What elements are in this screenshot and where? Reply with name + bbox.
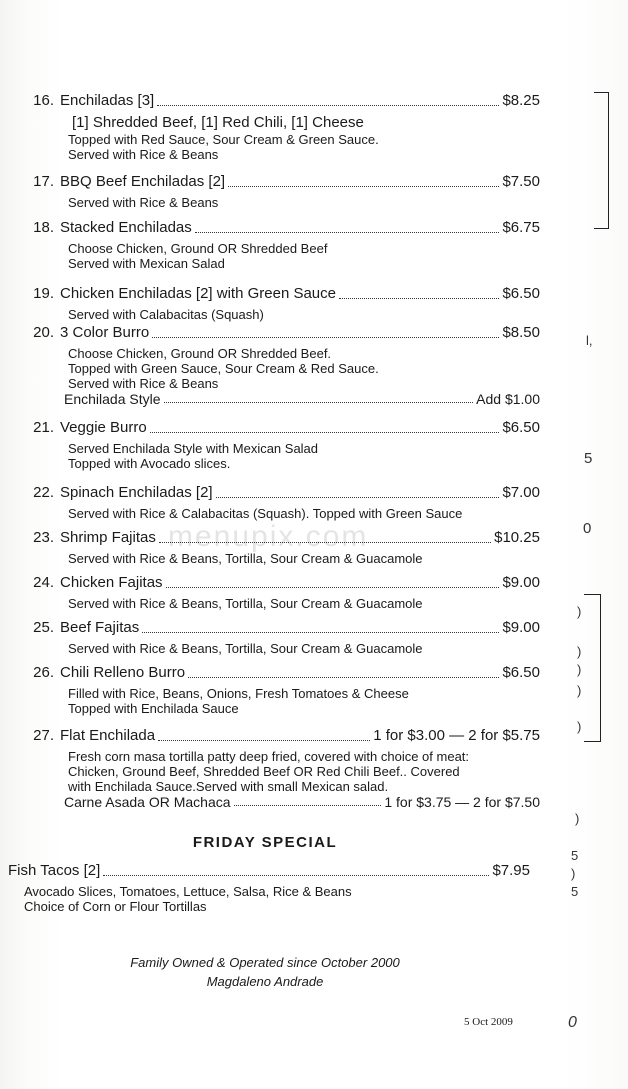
item-description: Served with Rice & Beans [68, 147, 219, 162]
menu-item [20, 484, 540, 521]
menu-item [20, 574, 540, 611]
item-description: Choose Chicken, Ground OR Shredded Beef [68, 241, 328, 256]
menu-item-title-line [20, 324, 540, 346]
menu-item [20, 419, 540, 471]
edge-mark: ) [577, 719, 582, 734]
item-number: 23. [33, 529, 54, 546]
item-description: Topped with Enchilada Sauce [68, 701, 239, 716]
menu-item-title-line [20, 173, 540, 195]
edge-mark: ) [571, 866, 576, 881]
item-price: $10.25 [494, 529, 540, 546]
edge-mark: ) [575, 811, 580, 826]
menu-item [20, 529, 540, 566]
menu-item [20, 727, 540, 814]
option-price: Add $1.00 [476, 391, 540, 407]
item-number: 26. [33, 664, 54, 681]
edge-mark: ) [577, 683, 582, 698]
footer-owned: Family Owned & Operated since October 2000 [130, 955, 400, 970]
item-description: Topped with Green Sauce, Sour Cream & Red Sauce. [68, 361, 379, 376]
leader-dots [152, 336, 499, 338]
option-price: 1 for $3.75 — 2 for $7.50 [384, 794, 540, 810]
item-description: Served with Rice & Beans, Tortilla, Sour Cream & Guacamole [68, 551, 423, 566]
edge-mark: 5 [584, 450, 593, 467]
leader-dots [150, 431, 500, 433]
item-description: Served with Rice & Beans, Tortilla, Sour Cream & Guacamole [68, 596, 423, 611]
item-option-line [20, 391, 540, 411]
leader-dots [157, 104, 499, 106]
item-number: 19. [33, 285, 54, 302]
item-name: 3 Color Burro [60, 324, 150, 341]
item-name: Stacked Enchiladas [60, 219, 192, 236]
menu-item-title-line [20, 529, 540, 551]
item-name: BBQ Beef Enchiladas [2] [60, 173, 226, 190]
menu-item [20, 285, 540, 322]
right-bracket-top [594, 92, 609, 229]
menu-item-title-line [20, 419, 540, 441]
special-desc-2: Choice of Corn or Flour Tortillas [24, 899, 207, 914]
footer-date: 5 Oct 2009 [464, 1016, 513, 1028]
special-name: Fish Tacos [2] [8, 862, 101, 879]
item-number: 22. [33, 484, 54, 501]
menu-item [20, 619, 540, 656]
item-number: 16. [33, 92, 54, 109]
item-name: Enchiladas [3] [60, 92, 155, 109]
item-name: Chicken Enchiladas [2] with Green Sauce [60, 285, 336, 302]
item-name: Chili Relleno Burro [60, 664, 186, 681]
leader-dots [142, 631, 499, 633]
item-number: 17. [33, 173, 54, 190]
item-price: $6.50 [502, 664, 540, 681]
item-description: Served with Rice & Beans [68, 376, 219, 391]
menu-item-title-line [20, 619, 540, 641]
menu-item-title-line [20, 285, 540, 307]
item-description: Served with Mexican Salad [68, 256, 225, 271]
item-description: with Enchilada Sauce.Served with small Mexican salad. [68, 779, 389, 794]
item-description: Topped with Avocado slices. [68, 456, 231, 471]
special-title-line [8, 862, 530, 884]
item-number: 24. [33, 574, 54, 591]
option-name: Enchilada Style [64, 391, 161, 407]
item-description: Chicken, Ground Beef, Shredded Beef OR Red Chili Beef.. Covered [68, 764, 460, 779]
leader-dots [228, 185, 499, 187]
item-description: [1] Shredded Beef, [1] Red Chili, [1] Cheese [72, 114, 364, 131]
right-bracket-bottom [584, 594, 601, 742]
special-item [8, 862, 530, 914]
item-number: 25. [33, 619, 54, 636]
item-description: Served with Rice & Beans [68, 195, 219, 210]
leader-dots [195, 231, 500, 233]
item-number: 18. [33, 219, 54, 236]
edge-mark: 5 [571, 884, 579, 899]
item-description: Fresh corn masa tortilla patty deep fried, covered with choice of meat: [68, 749, 470, 764]
item-price: $9.00 [502, 619, 540, 636]
leader-dots [216, 496, 500, 498]
special-desc-1: Avocado Slices, Tomatoes, Lettuce, Salsa, Rice & Beans [24, 884, 352, 899]
item-option-line [20, 794, 540, 814]
leader-dots [164, 401, 474, 403]
item-number: 21. [33, 419, 54, 436]
item-description: Choose Chicken, Ground OR Shredded Beef. [68, 346, 332, 361]
item-price: $6.50 [502, 419, 540, 436]
item-price: $7.00 [502, 484, 540, 501]
item-price: $8.50 [502, 324, 540, 341]
menu-item-title-line [20, 484, 540, 506]
menu-item-title-line [20, 727, 540, 749]
item-name: Veggie Burro [60, 419, 147, 436]
item-description: Served with Calabacitas (Squash) [68, 307, 264, 322]
edge-mark: 5 [571, 848, 579, 863]
leader-dots [158, 739, 370, 741]
friday-special-heading: FRIDAY SPECIAL [192, 834, 338, 851]
menu-item-title-line [20, 92, 540, 114]
special-price: $7.95 [492, 862, 530, 879]
menu-item-title-line [20, 574, 540, 596]
item-description: Filled with Rice, Beans, Onions, Fresh Tomatoes & Cheese [68, 686, 409, 701]
menu-item [20, 219, 540, 271]
leader-dots [339, 297, 499, 299]
item-name: Beef Fajitas [60, 619, 140, 636]
menu-item [20, 324, 540, 411]
item-price: 1 for $3.00 — 2 for $5.75 [373, 727, 540, 744]
item-description: Topped with Red Sauce, Sour Cream & Green Sauce. [68, 132, 379, 147]
menu-item [20, 173, 540, 210]
menu-item-title-line [20, 664, 540, 686]
item-number: 27. [33, 727, 54, 744]
menu-item [20, 664, 540, 716]
footer-owner: Magdaleno Andrade [206, 974, 324, 989]
item-name: Shrimp Fajitas [60, 529, 156, 546]
leader-dots [188, 676, 499, 678]
edge-mark: ) [577, 662, 582, 677]
edge-mark: 0 [583, 520, 592, 537]
item-price: $7.50 [502, 173, 540, 190]
leader-dots [166, 586, 500, 588]
leader-dots [159, 541, 491, 543]
edge-mark: ) [577, 644, 582, 659]
leader-dots [234, 804, 382, 806]
item-name: Flat Enchilada [60, 727, 156, 744]
item-price: $6.50 [502, 285, 540, 302]
item-description: Served Enchilada Style with Mexican Salad [68, 441, 319, 456]
item-number: 20. [33, 324, 54, 341]
page-mark: 0 [568, 1014, 577, 1031]
item-price: $8.25 [502, 92, 540, 109]
menu-item-title-line [20, 219, 540, 241]
edge-mark: ) [577, 604, 582, 619]
item-name: Spinach Enchiladas [2] [60, 484, 213, 501]
item-description: Served with Rice & Beans, Tortilla, Sour Cream & Guacamole [68, 641, 423, 656]
leader-dots [103, 874, 489, 876]
watermark: menupix.com [168, 520, 369, 553]
item-description: Served with Rice & Calabacitas (Squash). Topped with Green Sauce [68, 506, 463, 521]
edge-mark: l, [586, 333, 593, 348]
item-name: Chicken Fajitas [60, 574, 163, 591]
item-price: $6.75 [502, 219, 540, 236]
item-price: $9.00 [502, 574, 540, 591]
menu-item [20, 92, 540, 162]
option-name: Carne Asada OR Machaca [64, 794, 231, 810]
